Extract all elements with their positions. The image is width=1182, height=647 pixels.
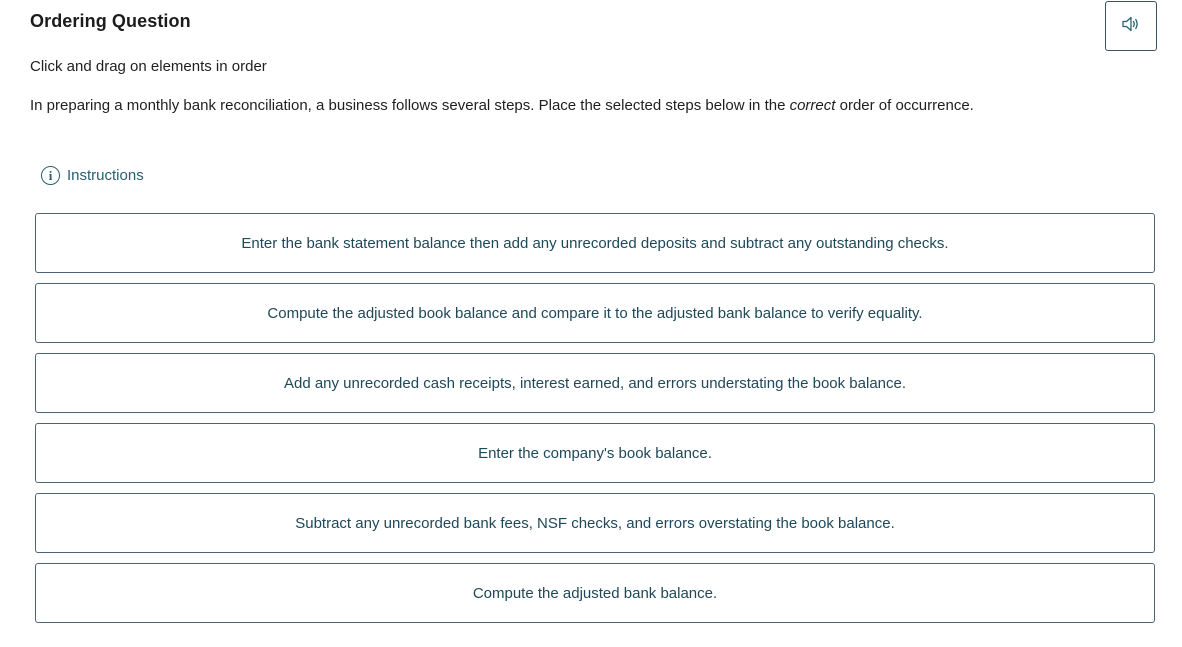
ordering-item-label: Subtract any unrecorded bank fees, NSF checks, and errors overstating the book balance. [295,514,895,532]
prompt-text-after: order of occurrence. [835,97,974,114]
ordering-item-5[interactable] [35,493,1155,553]
ordering-item-3[interactable] [35,353,1155,413]
read-aloud-button[interactable] [1105,1,1157,51]
page-title: Ordering Question [30,11,191,31]
ordering-item-label: Enter the bank statement balance then add any unrecorded deposits and subtract any outstanding checks. [241,234,949,252]
question-prompt [30,97,974,114]
ordering-item-label: Compute the adjusted book balance and compare it to the adjusted bank balance to verify equality. [267,304,923,322]
ordering-list [35,213,1155,633]
prompt-emphasis: correct [789,97,836,114]
ordering-item-label: Enter the company's book balance. [478,444,712,462]
speaker-icon [1121,15,1141,38]
instructions-link[interactable] [41,166,144,185]
ordering-item-6[interactable] [35,563,1155,623]
ordering-item-label: Add any unrecorded cash receipts, interest earned, and errors understating the book balance. [283,374,907,392]
question-subtitle: Click and drag on elements in order [30,58,267,75]
ordering-item-4[interactable] [35,423,1155,483]
prompt-text-before: In preparing a monthly bank reconciliation, a business follows several steps. Place the selected steps below in the [30,97,790,114]
instructions-label: Instructions [67,167,144,184]
ordering-item-2[interactable] [35,283,1155,343]
info-icon: i [41,166,60,185]
ordering-item-1[interactable] [35,213,1155,273]
ordering-item-label: Compute the adjusted bank balance. [472,584,718,602]
